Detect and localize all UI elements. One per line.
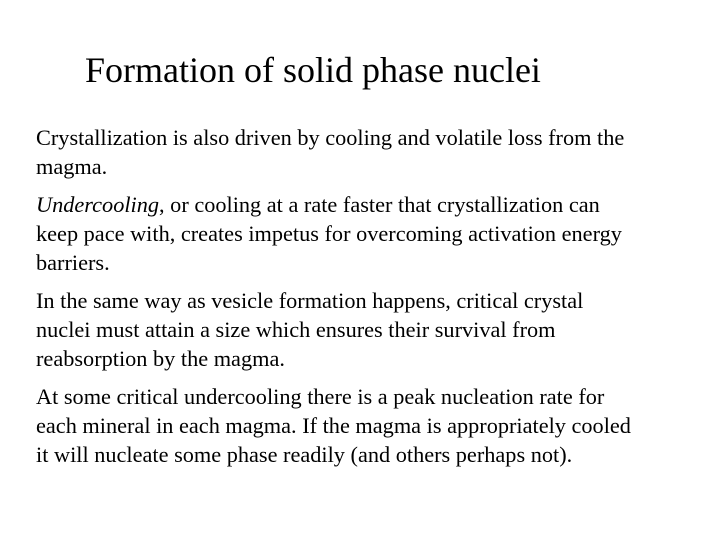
paragraph-line: keep pace with, creates impetus for overcoming activation energy — [36, 221, 622, 246]
paragraph-line: reabsorption by the magma. — [36, 346, 285, 371]
paragraph-line-rest: , or cooling at a rate faster that crystallization can — [159, 192, 600, 217]
paragraph-line: In the same way as vesicle formation happens, critical crystal — [36, 288, 584, 313]
paragraph-line: magma. — [36, 154, 108, 179]
paragraph-line: each mineral in each magma. If the magma is appropriately cooled — [36, 413, 631, 438]
paragraph-4 — [36, 382, 696, 469]
paragraph-line-first — [36, 190, 696, 219]
paragraph-1 — [36, 123, 696, 181]
slide-body — [36, 123, 696, 478]
paragraph-line: barriers. — [36, 250, 110, 275]
paragraph-line: nuclei must attain a size which ensures their survival from — [36, 317, 556, 342]
paragraph-2 — [36, 190, 696, 277]
undercooling-term: Undercooling — [36, 192, 160, 217]
paragraph-line: At some critical undercooling there is a peak nucleation rate for — [36, 384, 605, 409]
paragraph-line: Crystallization is also driven by cooling and volatile loss from the — [36, 125, 625, 150]
slide-title: Formation of solid phase nuclei — [85, 50, 541, 90]
paragraph-line: it will nucleate some phase readily (and others perhaps not). — [36, 442, 573, 467]
paragraph-3 — [36, 286, 696, 373]
